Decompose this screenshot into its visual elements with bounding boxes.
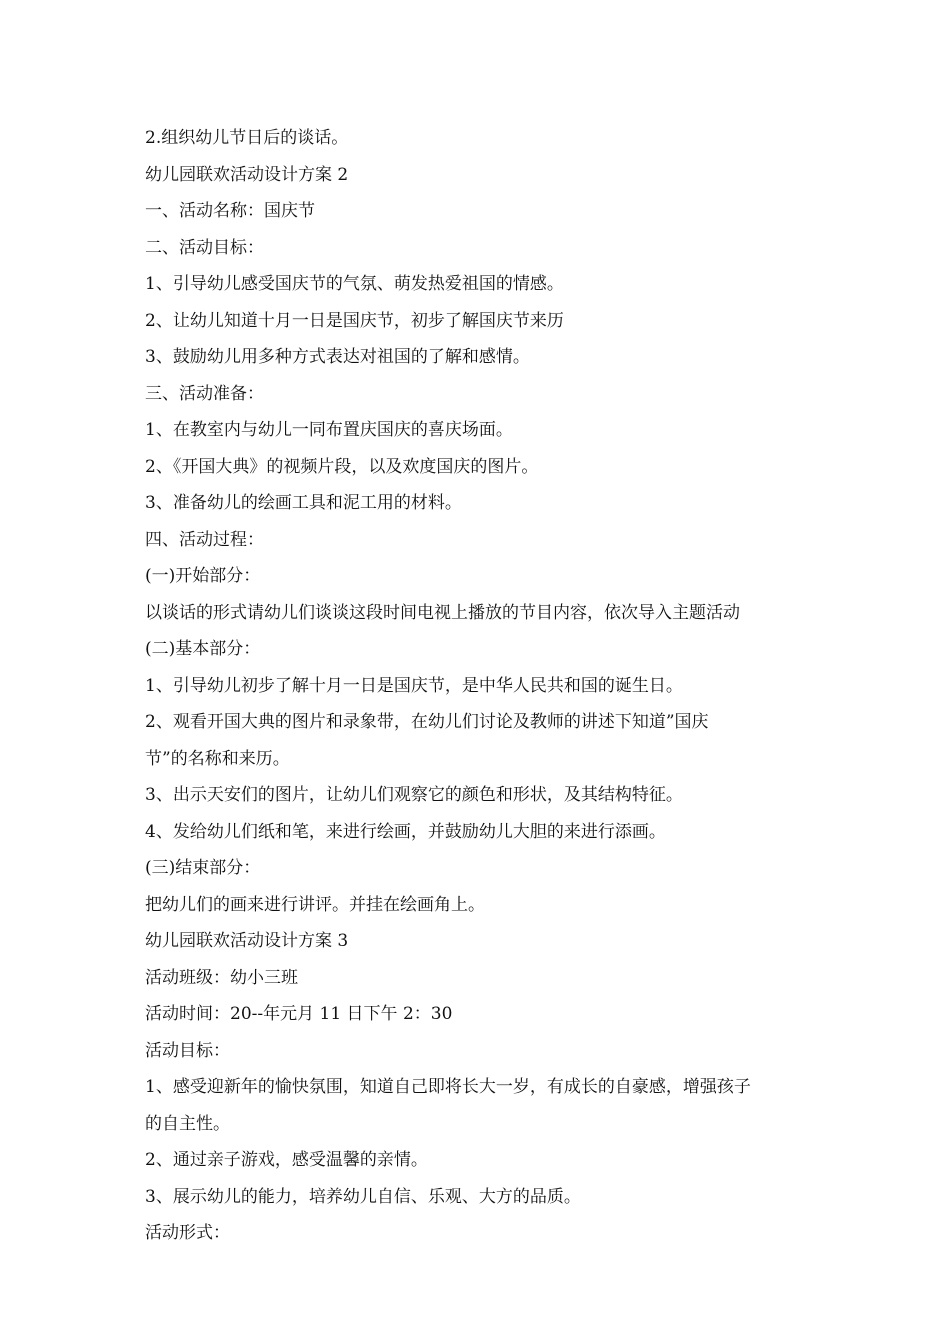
text-line: 1、引导幼儿感受国庆节的气氛、萌发热爱祖国的情感。 xyxy=(145,274,564,294)
text-line: 2、通过亲子游戏，感受温馨的亲情。 xyxy=(145,1150,428,1170)
text-line: 2.组织幼儿节日后的谈话。 xyxy=(145,128,349,148)
text-line: 活动形式： xyxy=(145,1223,230,1243)
text-line: (二)基本部分： xyxy=(145,639,261,659)
text-line: 三、活动准备： xyxy=(145,383,264,404)
text-line: 以谈话的形式请幼儿们谈谈这段时间电视上播放的节目内容，依次导入主题活动 xyxy=(145,602,740,623)
document-body xyxy=(145,120,815,1252)
section-heading: 幼儿园联欢活动设计方案 3 xyxy=(145,931,349,951)
text-line: 3、出示天安们的图片，让幼儿们观察它的颜色和形状，及其结构特征。 xyxy=(145,785,683,805)
text-line: 1、在教室内与幼儿一同布置庆国庆的喜庆场面。 xyxy=(145,420,513,440)
text-line: (三)结束部分： xyxy=(145,858,261,878)
text-line: 4、发给幼儿们纸和笔，来进行绘画，并鼓励幼儿大胆的来进行添画。 xyxy=(145,821,666,842)
text-line: 一、活动名称：国庆节 xyxy=(145,201,315,221)
section-heading: 幼儿园联欢活动设计方案 2 xyxy=(145,164,349,185)
text-line: 活动时间：20--年元月 11 日下午 2：30 xyxy=(145,1004,453,1024)
text-line: 的自主性。 xyxy=(145,1113,230,1134)
text-line: 2、《开国大典》的视频片段，以及欢度国庆的图片。 xyxy=(145,456,539,477)
text-line: 3、准备幼儿的绘画工具和泥工用的材料。 xyxy=(145,493,462,513)
text-line: 活动目标： xyxy=(145,1040,230,1061)
text-line: 节”的名称和来历。 xyxy=(145,748,290,769)
text-line: 3、鼓励幼儿用多种方式表达对祖国的了解和感情。 xyxy=(145,347,530,367)
text-line: 四、活动过程： xyxy=(145,529,264,550)
text-line: 2、让幼儿知道十月一日是国庆节，初步了解国庆节来历 xyxy=(145,310,564,331)
text-line: 1、引导幼儿初步了解十月一日是国庆节，是中华人民共和国的诞生日。 xyxy=(145,675,683,696)
text-line: (一)开始部分： xyxy=(145,566,261,586)
text-line: 二、活动目标： xyxy=(145,237,264,258)
text-line: 活动班级：幼小三班 xyxy=(145,967,298,988)
text-line: 1、感受迎新年的愉快氛围，知道自己即将长大一岁，有成长的自豪感，增强孩子 xyxy=(145,1077,751,1097)
text-line: 3、展示幼儿的能力，培养幼儿自信、乐观、大方的品质。 xyxy=(145,1186,581,1207)
text-line: 把幼儿们的画来进行讲评。并挂在绘画角上。 xyxy=(145,894,485,915)
text-line: 2、观看开国大典的图片和录象带，在幼儿们讨论及教师的讲述下知道”国庆 xyxy=(145,712,709,732)
